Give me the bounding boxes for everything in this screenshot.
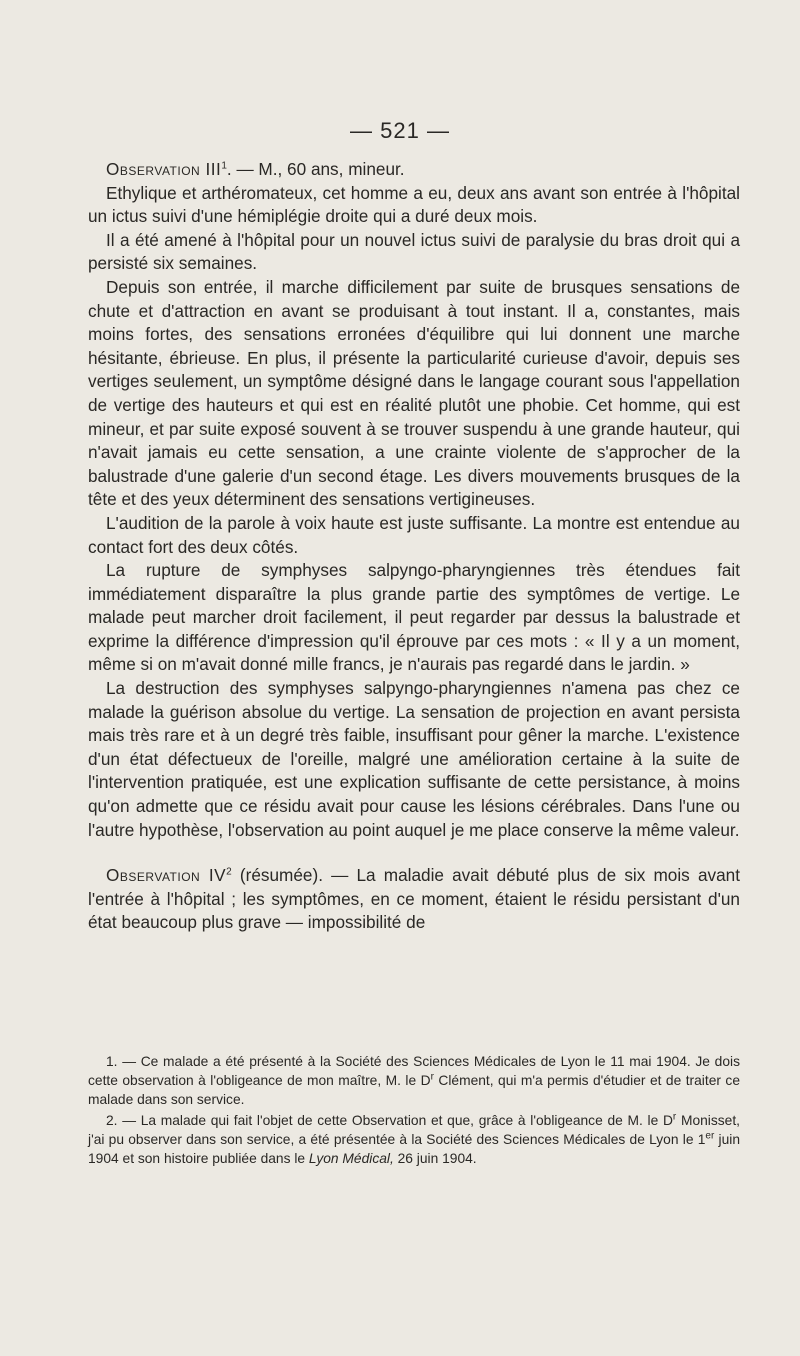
- footnote-text: Clément, qui m'a permis d'étudier et de traiter ce malade dans son service.: [88, 1073, 740, 1107]
- footnote-text: 26 juin 1904.: [393, 1151, 477, 1166]
- observation-iii-heading: [88, 158, 740, 182]
- footnote-2: [88, 1111, 740, 1168]
- observation-iv: [88, 864, 740, 935]
- footnote-text: juin 1904 et son histoire publiée dans le: [88, 1132, 741, 1166]
- paragraph: La rupture de symphyses salpyngo-pharyngiennes très étendues fait immédiatement disparaître la plus grande partie des symptômes de vertige. Le malade peut marcher droit facilement, il peut regarder par dessus la balustrade et exprime la différence d'impression qu'il éprouve par ces mots : « Il y a un moment, même si on m'avait donné mille francs, je n'aurais pas regardé dans le jardin. »: [88, 560, 740, 675]
- footnote-ref: 1: [221, 160, 227, 172]
- superscript: r: [672, 1111, 677, 1123]
- paragraph: L'audition de la parole à voix haute est juste suffisante. La montre est entendue au contact fort des deux côtés.: [88, 512, 740, 557]
- observation-text: (résumée). — La maladie avait débuté plus de six mois avant l'entrée à l'hôpital ; les symptômes, en ce moment, étaient le résidu persistant d'un état beaucoup plus grave — impossibilité de: [88, 865, 740, 933]
- paragraph: Il a été amené à l'hôpital pour un nouvel ictus suivi de paralysie du bras droit qui a persisté six semaines.: [88, 229, 740, 274]
- paragraph: La destruction des symphyses salpyngo-pharyngiennes n'amena pas chez ce malade la guérison absolue du vertige. La sensation de projection en avant persista mais très rare et à un degré très faible, insuffisant pour gêner la marche. L'existence d'un état défectueux de l'oreille, malgré une amélioration certaine à la suite de l'intervention pratiquée, est une explication suffisante de cette persistance, à moins qu'on admette que ce résidu avait pour cause les lésions cérébrales. Dans l'une ou l'autre hypothèse, l'observation au point auquel je me place conserve la même valeur.: [88, 678, 740, 840]
- observation-heading-text: . — M., 60 ans, mineur.: [226, 159, 405, 179]
- footnote-text: 2. — La malade qui fait l'objet de cette Observation et que, grâce à l'obligeance de M. le D: [106, 1113, 673, 1128]
- paragraph: Ethylique et arthéromateux, cet homme a eu, deux ans avant son entrée à l'hôpital un ictus suivi d'une hémiplégie droite qui a duré deux mois.: [88, 182, 740, 227]
- footnote-text: Monisset, j'ai pu observer dans son service, a été présentée à la Société des Sciences Médicales de Lyon le 1: [88, 1113, 741, 1147]
- main-text: [88, 158, 740, 935]
- journal-title: Lyon Médical,: [308, 1151, 394, 1166]
- superscript: r: [430, 1071, 434, 1083]
- footnote-text: 1. — Ce malade a été présenté à la Société des Sciences Médicales de Lyon le 11 mai 1904. Je dois cette observation à l'obligeance de mon maître, M. le D: [88, 1054, 740, 1088]
- observation-label: Observation IV: [106, 865, 227, 886]
- page-number: — 521 —: [350, 118, 450, 143]
- paragraph: Depuis son entrée, il marche difficilement par suite de brusques sensations de chute et d'attraction en avant se produisant à tout instant. Il a, constantes, mais moins fortes, des sensations erronées d'équilibre qui lui donnent une marche hésitante, ébrieuse. En plus, il présente la particularité curieuse d'avoir, depuis ses vertiges seulement, un symptôme désigné dans le langage courant sous l'appellation de vertige des hauteurs et qui est en réalité plutôt une phobie. Cet homme, qui est mineur, et par suite exposé souvent à se trouver suspendu à une grande hauteur, qui n'avait jamais eu cette sensation, a une crainte violente de s'approcher de la balustrade d'une galerie d'un second étage. Les divers mouvements brusques de la tête et des yeux déterminent des sensations vertigineuses.: [88, 276, 740, 510]
- footnotes: [88, 1052, 740, 1168]
- superscript: er: [705, 1130, 715, 1142]
- observation-label: Observation III: [106, 159, 222, 179]
- footnote-1: [88, 1052, 740, 1109]
- footnote-ref: 2: [226, 866, 232, 878]
